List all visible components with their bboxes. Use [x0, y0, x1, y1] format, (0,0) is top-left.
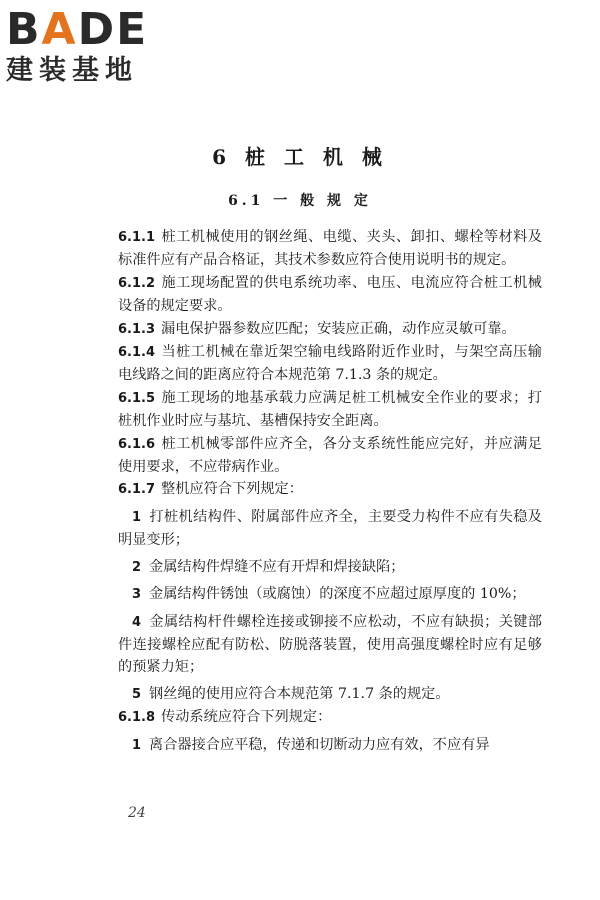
clause — [118, 706, 542, 729]
clause-item — [118, 611, 542, 679]
clause — [118, 272, 542, 318]
item-text: 钢丝绳的使用应符合本规范第 7.1.7 条的规定。 — [149, 685, 450, 702]
clause-item — [118, 734, 542, 757]
logo — [6, 4, 176, 88]
clause — [118, 226, 542, 272]
clause — [118, 318, 542, 341]
clause-item — [118, 556, 542, 579]
section-title: 6.1 一 般 规 定 — [228, 193, 372, 209]
clause-text: 传动系统应符合下列规定： — [161, 709, 332, 726]
clause-text: 桩工机械零部件应齐全，各分支系统性能应完好，并应满足使用要求，不应带病作业。 — [118, 435, 542, 476]
clause-text: 桩工机械使用的钢丝绳、电缆、夹头、卸扣、螺栓等材料及标准件应有产品合格证，其技术参数应符合使用说明书的规定。 — [118, 229, 542, 269]
clause-text: 当桩工机械在靠近架空输电线路附近作业时，与架空高压输电线路之间的距离应符合本规范第 7.1.3 条的规定。 — [118, 344, 542, 384]
clause-number: 6.1.7 — [118, 482, 156, 498]
document-body — [118, 226, 542, 757]
logo-wordmark-text: BADE — [6, 4, 149, 55]
logo-wordmark — [6, 4, 176, 56]
clause-number: 6.1.1 — [118, 230, 156, 245]
item-number: 5 — [132, 686, 142, 702]
item-text: 金属结构件焊缝不应有开焊和焊接缺陷； — [149, 558, 405, 575]
clause-item — [118, 683, 542, 706]
clause-item — [118, 506, 542, 552]
clause — [118, 387, 542, 433]
clause-text: 整机应符合下列规定： — [161, 481, 303, 498]
item-text: 金属结构杆件螺栓连接或铆接不应松动，不应有缺损；关键部件连接螺栓应配有防松、防脱落装置，使用高强度螺栓时应有足够的预紧力矩； — [118, 613, 542, 676]
chapter-title: 6 桩 工 机 械 — [212, 145, 388, 169]
clause-number: 6.1.3 — [118, 321, 156, 337]
clause-item — [118, 583, 542, 606]
item-number: 2 — [132, 559, 142, 575]
item-number: 1 — [132, 737, 142, 753]
clause-number: 6.1.6 — [118, 436, 156, 452]
page-number: 24 — [128, 805, 146, 821]
item-text: 金属结构件锈蚀（或腐蚀）的深度不应超过原厚度的 10%； — [149, 586, 526, 603]
clause-text: 施工现场的地基承载力应满足桩工机械安全作业的要求；打桩机作业时应与基坑、基槽保持安全距离。 — [118, 389, 542, 430]
item-number: 3 — [132, 587, 142, 603]
item-number: 1 — [132, 509, 142, 525]
clause-number: 6.1.5 — [118, 390, 156, 406]
clause-number: 6.1.8 — [118, 710, 156, 726]
clause — [118, 341, 542, 387]
clause-text: 漏电保护器参数应匹配；安装应正确，动作应灵敏可靠。 — [161, 320, 516, 337]
item-text: 打桩机结构件、附属部件应齐全，主要受力构件不应有失稳及明显变形； — [118, 508, 542, 549]
clause — [118, 478, 542, 501]
item-number: 4 — [132, 614, 142, 630]
clause-number: 6.1.4 — [118, 345, 156, 361]
logo-subtitle: 建装基地 — [6, 55, 138, 86]
clause-number: 6.1.2 — [118, 275, 156, 291]
item-text: 离合器接合应平稳，传递和切断动力应有效，不应有异 — [149, 736, 490, 753]
clause — [118, 433, 542, 479]
clause-text: 施工现场配置的供电系统功率、电压、电流应符合桩工机械设备的规定要求。 — [118, 274, 542, 315]
